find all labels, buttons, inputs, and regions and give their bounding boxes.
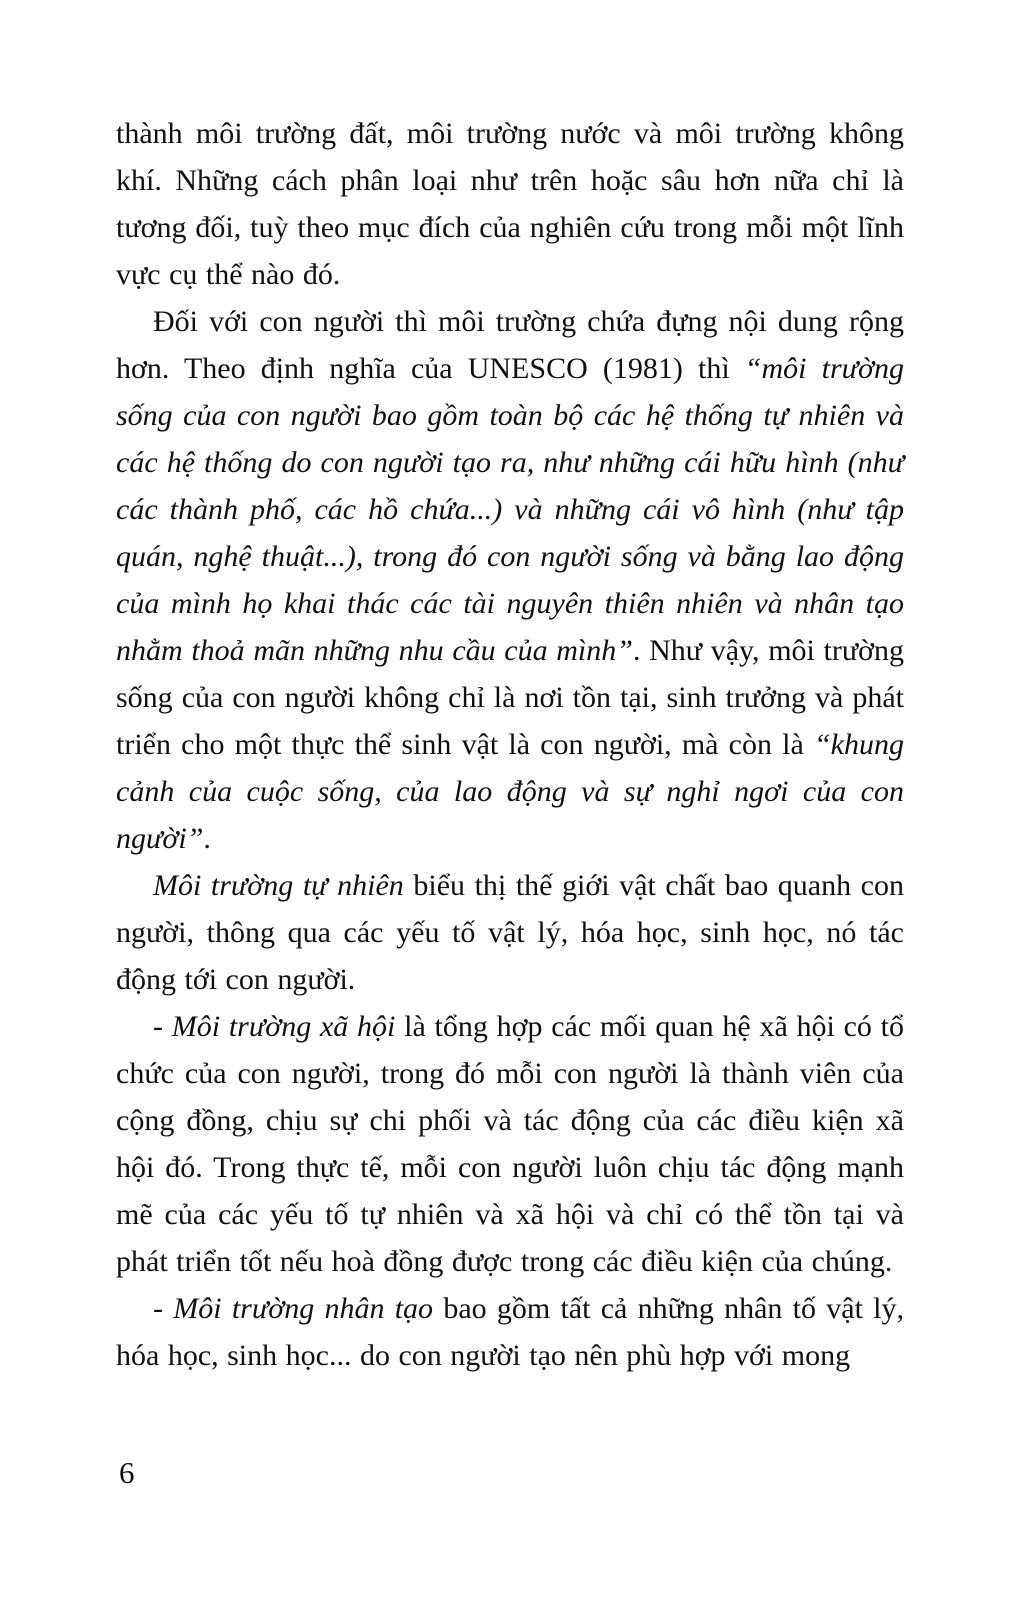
paragraph-natural-environment	[116, 862, 904, 1003]
term-social-environment: Môi trường xã hội	[171, 1010, 396, 1043]
body-text	[116, 110, 904, 1379]
paragraph-unesco-definition	[116, 298, 904, 862]
paragraph-text: . Như vậy, môi trường sống của con người không chỉ là nơi tồn tại, sinh trưởng và phát triển cho một thực thể sinh vật là con người, mà còn là	[116, 634, 904, 761]
paragraph-text: Đối với con người thì môi trường chứa đựng nội dung rộng hơn. Theo định nghĩa của UNESCO (1981) thì	[116, 305, 904, 385]
paragraph-text: biểu thị thế giới vật chất bao quanh con người, thông qua các yếu tố vật lý, hóa học, sinh học, nó tác động tới con người.	[116, 869, 904, 996]
term-artificial-environment: Môi trường nhân tạo	[173, 1292, 434, 1325]
paragraph-social-environment	[116, 1003, 904, 1285]
paragraph-text: .	[203, 822, 211, 855]
paragraph-text: thành môi trường đất, môi trường nước và môi trường không khí. Những cách phân loại như trên hoặc sâu hơn nữa chỉ là tương đối, tuỳ theo mục đích của nghiên cứu trong mỗi một lĩnh vực cụ thể nào đó.	[116, 117, 904, 291]
list-dash: -	[153, 1010, 172, 1043]
term-natural-environment: Môi trường tự nhiên	[153, 869, 404, 902]
quoted-phrase-text: “khung cảnh của cuộc sống, của lao động và sự nghỉ ngơi của con người”	[116, 728, 904, 855]
paragraph-artificial-environment	[116, 1285, 904, 1379]
page-number: 6	[119, 1455, 135, 1490]
quoted-definition-text: “môi trường sống của con người bao gồm toàn bộ các hệ thống tự nhiên và các hệ thống do con người tạo ra, như những cái hữu hình (như các thành phố, các hồ chứa...) và những cái vô hình (như tập quán, nghệ thuật...), trong đó con người sống và bằng lao động của mình họ khai thác các tài nguyên thiên nhiên và nhân tạo nhằm thoả mãn những nhu cầu của mình”	[116, 352, 904, 667]
paragraph-text: là tổng hợp các mối quan hệ xã hội có tổ chức của con người, trong đó mỗi con người là thành viên của cộng đồng, chịu sự chi phối và tác động của các điều kiện xã hội đó. Trong thực tế, mỗi con người luôn chịu tác động mạnh mẽ của các yếu tố tự nhiên và xã hội và chỉ có thể tồn tại và phát triển tốt nếu hoà đồng được trong các điều kiện của chúng.	[116, 1010, 904, 1278]
paragraph-text: bao gồm tất cả những nhân tố vật lý, hóa học, sinh học... do con người tạo nên phù hợp với mong	[116, 1292, 904, 1372]
paragraph-classification-continued	[116, 110, 904, 298]
list-dash: -	[153, 1292, 174, 1325]
